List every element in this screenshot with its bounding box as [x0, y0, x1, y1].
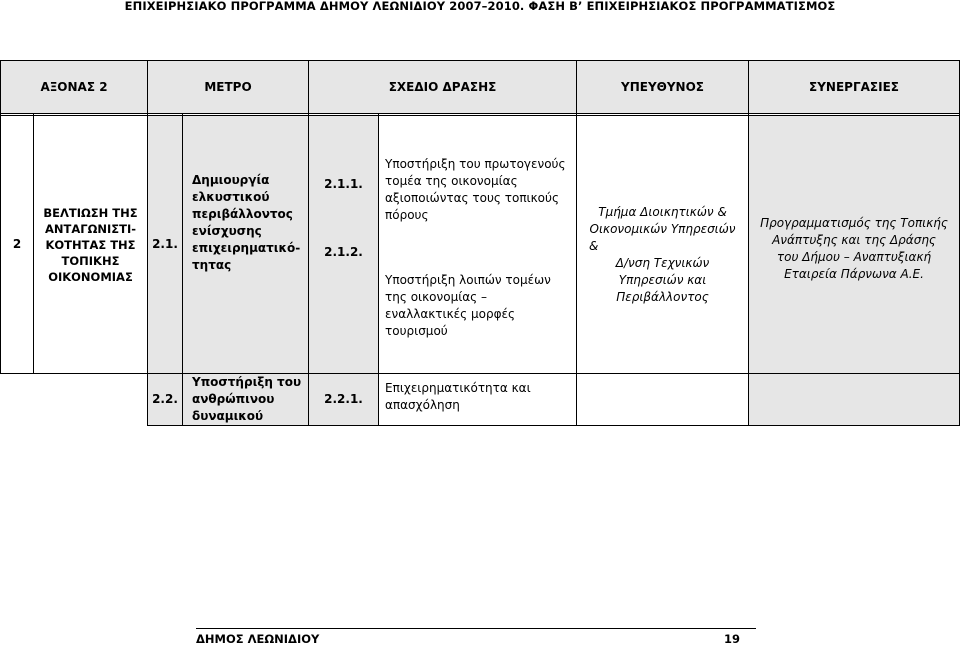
footer-organization: ΔΗΜΟΣ ΛΕΩΝΙΔΙΟΥ: [196, 632, 320, 646]
measure-title: Υποστήριξη του ανθρώπινου δυναμικού: [183, 374, 309, 426]
action-code: 2.2.1.: [309, 374, 379, 426]
action-description: Υποστήριξη λοιπών τομέων της οικονομίας – εναλλακτικές μορφές τουρισμού: [379, 244, 577, 374]
measure-code: 2.2.: [148, 374, 183, 426]
measure-title: Δημιουργία ελκυστικού περιβάλλοντος ενίσχυσης επιχειρηματικό- τητας: [183, 116, 309, 374]
axis-number: 2: [1, 116, 34, 374]
column-header-action-plan: ΣΧΕΔΙΟ ΔΡΑΣΗΣ: [309, 61, 577, 114]
action-code: 2.1.2.: [309, 244, 379, 374]
page-footer: [0, 628, 960, 649]
column-header-cooperation: ΣΥΝΕΡΓΑΣΙΕΣ: [749, 61, 960, 114]
measure-code: 2.1.: [148, 116, 183, 374]
table-header-row: [1, 61, 960, 114]
footer-divider: [196, 628, 756, 629]
axis-title: ΒΕΛΤΙΩΣΗ ΤΗΣ ΑΝΤΑΓΩΝΙΣΤΙ- ΚΟΤΗΤΑΣ ΤΗΣ ΤΟΠΙΚΗΣ ΟΙΚΟΝΟΜΙΑΣ: [34, 116, 148, 374]
table-row: [1, 374, 960, 426]
action-description: Υποστήριξη του πρωτογενούς τομέα της οικονομίας αξιοποιώντας τους τοπικούς πόρους: [379, 116, 577, 244]
document-header-title: ΕΠΙΧΕΙΡΗΣΙΑΚΟ ΠΡΟΓΡΑΜΜΑ ΔΗΜΟΥ ΛΕΩΝΙΔΙΟΥ 2007–2010. ΦΑΣΗ Β’ ΕΠΙΧΕΙΡΗΣΙΑΚΟΣ ΠΡΟΓΡΑΜΜΑΤΙΣΜΟΣ: [124, 0, 836, 13]
action-code: 2.1.1.: [309, 116, 379, 244]
action-description: Επιχειρηματικότητα και απασχόληση: [379, 374, 577, 426]
column-header-measure: ΜΕΤΡΟ: [148, 61, 309, 114]
action-plan-table: [0, 60, 960, 426]
column-header-axis: ΑΞΟΝΑΣ 2: [1, 61, 148, 114]
table-row: [1, 116, 960, 244]
page-number: 19: [724, 632, 741, 646]
cooperation-cell: Προγραμματισμός της Τοπικής Ανάπτυξης και της Δράσης του Δήμου – Αναπτυξιακή Εταιρεία Πάρνωνα Α.Ε.: [749, 116, 960, 374]
responsible-cell: Τμήμα Διοικητικών & Οικονομικών Υπηρεσιών & Δ/νση Τεχνικών Υπηρεσιών και Περιβάλλοντος: [577, 116, 749, 374]
column-header-responsible: ΥΠΕΥΘΥΝΟΣ: [577, 61, 749, 114]
